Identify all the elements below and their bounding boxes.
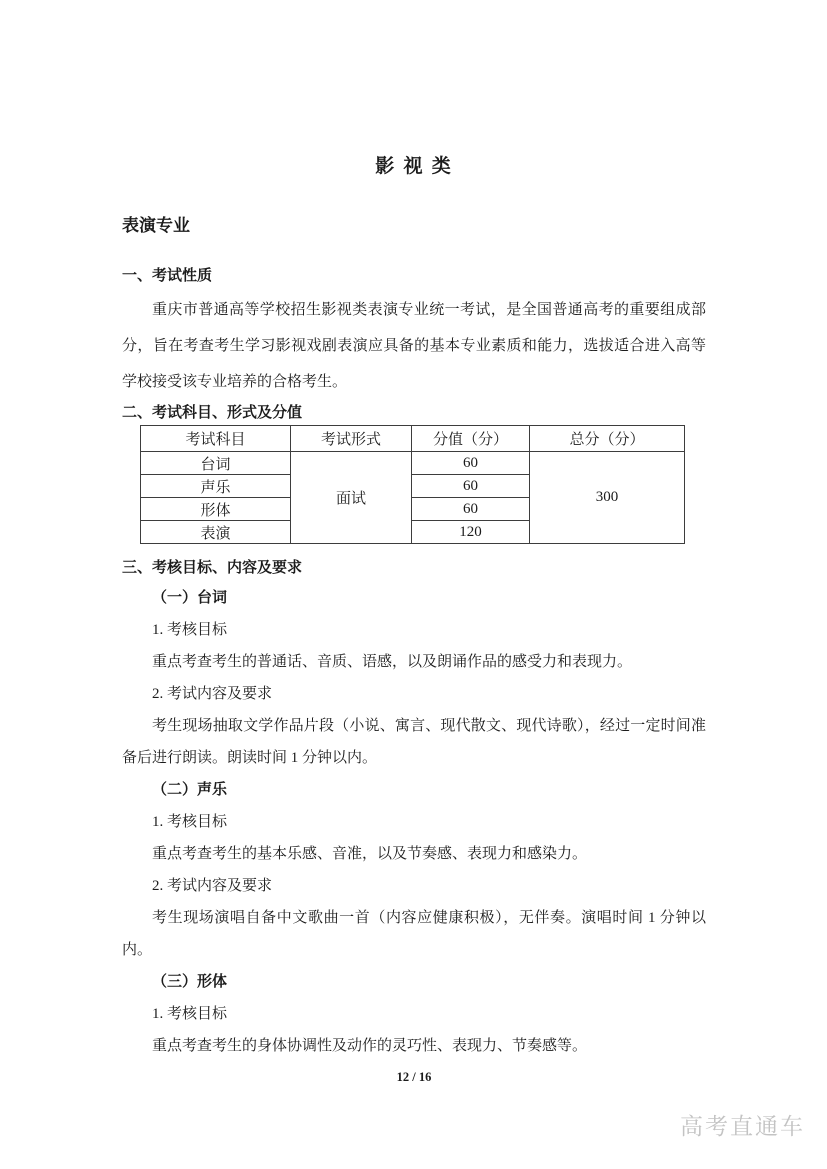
table-header-total: 总分（分） (530, 426, 685, 452)
section1-paragraph: 重庆市普通高等学校招生影视类表演专业统一考试，是全国普通高考的重要组成部分，旨在考查考生学习影视戏剧表演应具备的基本专业素质和能力，选拔适合进入高等学校接受该专业培养的合格考生。 (122, 302, 706, 390)
table-cell-total: 300 (530, 452, 685, 544)
table-header-row (141, 426, 685, 452)
subsection1-item2-body: 考生现场抽取文学作品片段（小说、寓言、现代散文、现代诗歌），经过一定时间准备后进行朗读。朗读时间 1 分钟以内。 (122, 718, 706, 766)
subsection2-heading: （二）声乐 (152, 781, 228, 798)
subsection1-item1-label: 1. 考核目标 (152, 622, 228, 638)
table-cell-subject: 台词 (141, 452, 291, 475)
table-cell-subject: 形体 (141, 498, 291, 521)
subsection2-item2-body: 考生现场演唱自备中文歌曲一首（内容应健康积极），无伴奏。演唱时间 1 分钟以内。 (122, 910, 706, 958)
table-cell-score: 60 (412, 475, 530, 498)
table-row (141, 452, 685, 475)
exam-table (140, 425, 685, 544)
major-heading: 表演专业 (122, 216, 190, 235)
watermark: 高考直通车 (680, 1113, 805, 1139)
section3-heading: 三、考核目标、内容及要求 (122, 559, 303, 576)
page-number: 12 / 16 (396, 1070, 432, 1084)
section2-heading: 二、考试科目、形式及分值 (122, 404, 303, 421)
subsection2-item1-label: 1. 考核目标 (152, 814, 228, 830)
table-cell-subject: 声乐 (141, 475, 291, 498)
table-header-subject: 考试科目 (141, 426, 291, 452)
section3-body (122, 582, 706, 1062)
subsection1-item1-body: 重点考查考生的普通话、音质、语感，以及朗诵作品的感受力和表现力。 (152, 654, 633, 670)
page-title: 影 视 类 (375, 156, 453, 177)
subsection3-item1-label: 1. 考核目标 (152, 1006, 228, 1022)
table-cell-score: 60 (412, 452, 530, 475)
table-cell-score: 120 (412, 521, 530, 544)
subsection3-item1-body: 重点考查考生的身体协调性及动作的灵巧性、表现力、节奏感等。 (152, 1038, 588, 1054)
section1-heading: 一、考试性质 (122, 267, 213, 284)
subsection2-item1-body: 重点考查考生的基本乐感、音准，以及节奏感、表现力和感染力。 (152, 846, 588, 862)
subsection2-item2-label: 2. 考试内容及要求 (152, 878, 273, 894)
subsection1-item2-label: 2. 考试内容及要求 (152, 686, 273, 702)
table-header-form: 考试形式 (291, 426, 412, 452)
table-header-score: 分值（分） (412, 426, 530, 452)
table-cell-form: 面试 (291, 452, 412, 544)
table-cell-subject: 表演 (141, 521, 291, 544)
document-content (122, 0, 706, 1085)
table-cell-score: 60 (412, 498, 530, 521)
subsection3-heading: （三）形体 (152, 973, 228, 990)
subsection1-heading: （一）台词 (152, 589, 228, 606)
